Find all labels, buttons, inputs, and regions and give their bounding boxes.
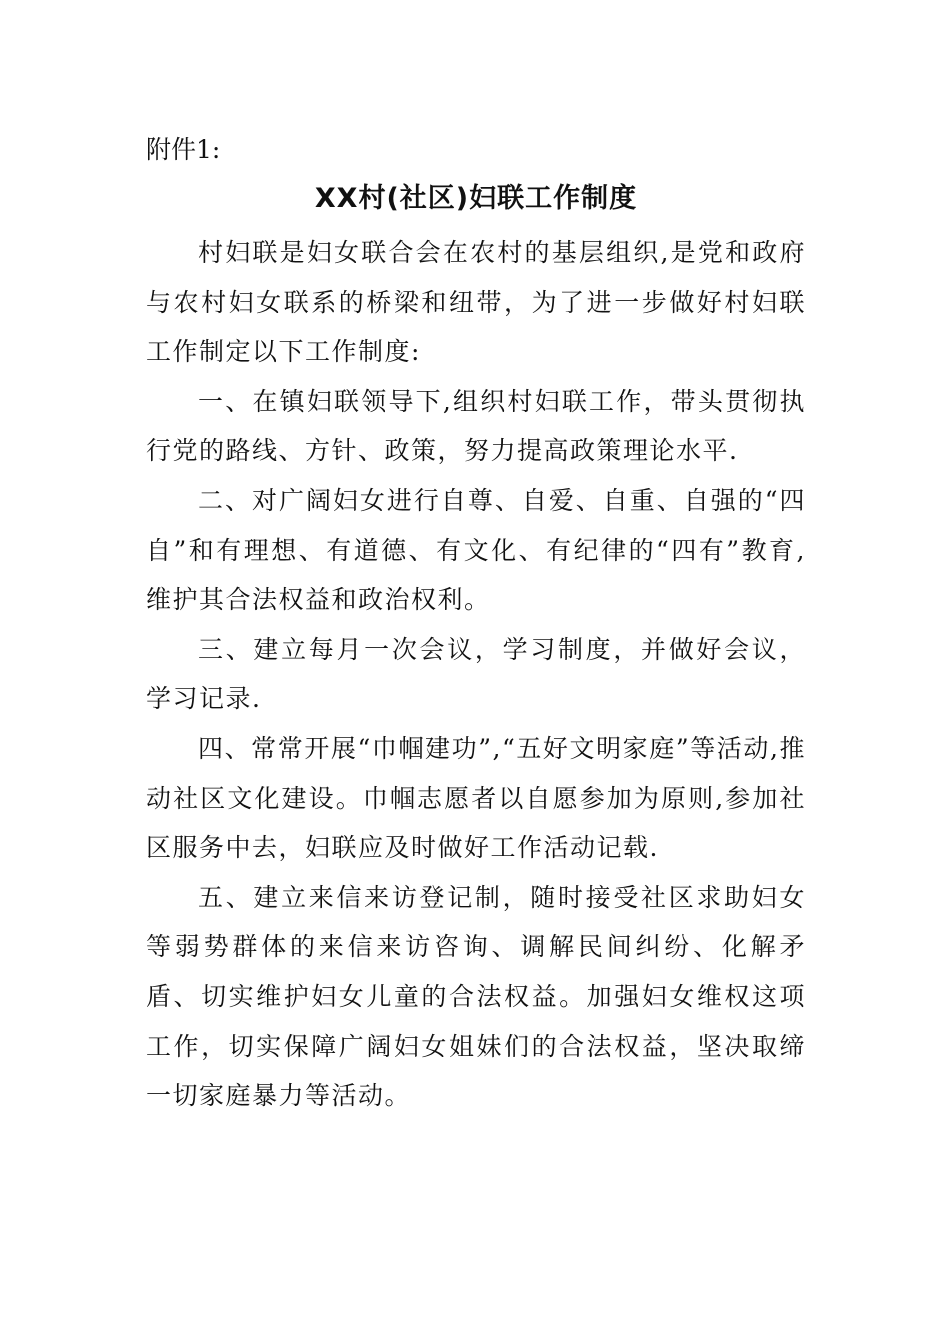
paragraph-item-3: 三、建立每月一次会议，学习制度，并做好会议，学习记录. <box>146 634 806 714</box>
paragraph-item-2: 二、对广阔妇女进行自尊、自爱、自重、自强的“四自”和有理想、有道德、有文化、有纪律的“四有”教育,维护其合法权益和政治权利。 <box>146 485 806 615</box>
document-body <box>146 130 806 1121</box>
paragraph-item-4: 四、常常开展“巾帼建功”,“五好文明家庭”等活动,推动社区文化建设。巾帼志愿者以自愿参加为原则,参加社区服务中去，妇联应及时做好工作活动记载. <box>146 733 806 863</box>
paragraph-item-1: 一、在镇妇联领导下,组织村妇联工作，带头贯彻执行党的路线、方针、政策，努力提高政策理论水平. <box>146 386 806 466</box>
paragraph-item-5: 五、建立来信来访登记制，随时接受社区求助妇女等弱势群体的来信来访咨询、调解民间纠纷、化解矛盾、切实维护妇女儿童的合法权益。加强妇女维权这项工作，切实保障广阔妇女姐妹们的合法权益，坚决取缔一切家庭暴力等活动。 <box>146 882 806 1111</box>
paragraph-intro: 村妇联是妇女联合会在农村的基层组织,是党和政府与农村妇女联系的桥梁和纽带，为了进一步做好村妇联工作制定以下工作制度: <box>146 238 806 367</box>
document-title: XX村(社区)妇联工作制度 <box>314 183 638 214</box>
attachment-label: 附件1: <box>146 135 221 164</box>
